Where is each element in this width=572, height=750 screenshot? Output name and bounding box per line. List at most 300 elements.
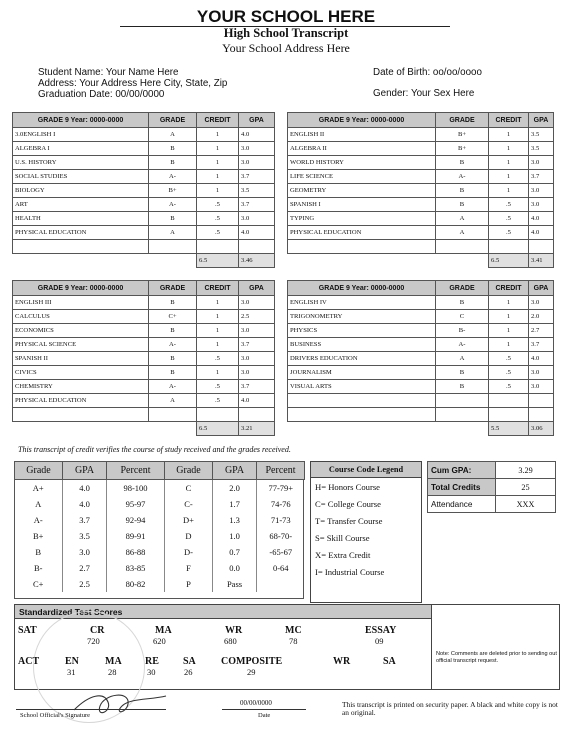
course-credit: .5: [197, 212, 239, 226]
course-row: [13, 156, 275, 170]
scale-cell: C+: [15, 576, 63, 592]
empty-cell: [13, 408, 149, 422]
sat-essay-value: 09: [375, 636, 384, 646]
block-year-label: GRADE 9 Year: 0000-0000: [288, 281, 436, 296]
empty-cell: [529, 408, 554, 422]
attendance-label: Attendance: [428, 496, 496, 513]
act-en-value: 31: [67, 667, 76, 677]
credit-column-header: CREDIT: [197, 281, 239, 296]
act-ma-value: 28: [108, 667, 117, 677]
scale-cell: 68-70-: [269, 531, 293, 541]
block-total-credit: 6.5: [197, 422, 239, 436]
scale-cell: 83-85: [107, 560, 165, 576]
course-credit: .5: [489, 366, 529, 380]
block-year-label: GRADE 9 Year: 0000-0000: [288, 113, 436, 128]
total-credits-label: Total Credits: [428, 479, 496, 496]
total-spacer: [149, 422, 197, 436]
act-re-label: RE: [145, 656, 159, 667]
scale-cell: 0-64: [272, 563, 289, 573]
sat-wr-label: WR: [225, 625, 243, 636]
course-row: [13, 170, 275, 184]
course-row: [288, 324, 554, 338]
course-credit: 1: [197, 338, 239, 352]
scale-cell: 1.3: [213, 512, 257, 528]
scale-row: [15, 576, 305, 592]
course-grade: B+: [436, 128, 489, 142]
empty-cell: [13, 240, 149, 254]
total-spacer: [288, 422, 436, 436]
course-credit: 1: [489, 142, 529, 156]
course-credit: 1: [489, 170, 529, 184]
course-gpa: 3.0: [239, 366, 275, 380]
scale-header: Percent: [257, 462, 305, 480]
legend-item: C= College Course: [315, 499, 381, 509]
course-name: SPANISH II: [13, 352, 149, 366]
scale-cell: B: [15, 544, 63, 560]
empty-cell: [149, 240, 197, 254]
course-grade: B: [149, 366, 197, 380]
course-name: BIOLOGY: [13, 184, 149, 198]
block-total-row: [288, 422, 554, 436]
course-credit: .5: [197, 198, 239, 212]
act-composite-value: 29: [247, 667, 256, 677]
course-grade: B: [436, 198, 489, 212]
scale-cell: 98-100: [107, 480, 165, 497]
course-credit: .5: [197, 380, 239, 394]
course-name: PHYSICAL EDUCATION: [288, 226, 436, 240]
course-gpa: 3.0: [239, 296, 275, 310]
course-row: [288, 394, 554, 408]
total-spacer: [436, 422, 489, 436]
credit-column-header: CREDIT: [489, 113, 529, 128]
scale-cell: D+: [165, 512, 213, 528]
course-name: ENGLISH II: [288, 128, 436, 142]
course-gpa: 3.7: [239, 338, 275, 352]
course-credit: 1: [197, 310, 239, 324]
block-year-label: GRADE 9 Year: 0000-0000: [13, 113, 149, 128]
course-row: [13, 310, 275, 324]
course-grade: A: [149, 394, 197, 408]
act-sa-label: SA: [183, 656, 196, 667]
empty-cell: [197, 240, 239, 254]
course-grade: A-: [149, 338, 197, 352]
sat-wr-value: 680: [224, 636, 237, 646]
block-total-credit: 5.5: [489, 422, 529, 436]
scale-cell: A-: [15, 512, 63, 528]
scale-cell: 86-88: [107, 544, 165, 560]
attendance-value: XXX: [496, 496, 556, 513]
scale-cell: B-: [15, 560, 63, 576]
graduation-date: Graduation Date: 00/00/0000: [38, 89, 165, 100]
scale-header: Percent: [107, 462, 165, 480]
course-block-1: [12, 112, 275, 268]
course-gpa: 2.7: [529, 324, 554, 338]
course-row: [288, 128, 554, 142]
block-total-gpa: 3.46: [239, 254, 275, 268]
course-grade: B: [436, 156, 489, 170]
course-credit: 1: [197, 296, 239, 310]
course-grade: B: [436, 296, 489, 310]
course-name: ENGLISH III: [13, 296, 149, 310]
course-name: ART: [13, 198, 149, 212]
course-name: SPANISH I: [288, 198, 436, 212]
empty-row: [288, 408, 554, 422]
sat-mc-value: 78: [289, 636, 298, 646]
scale-cell: F: [165, 560, 213, 576]
course-block-4: [287, 280, 554, 436]
credit-column-header: CREDIT: [197, 113, 239, 128]
legend-item: H= Honors Course: [315, 482, 380, 492]
course-name: CIVICS: [13, 366, 149, 380]
course-header-row: [288, 113, 554, 128]
block-year-label: GRADE 9 Year: 0000-0000: [13, 281, 149, 296]
act-label: ACT: [18, 656, 40, 667]
course-gpa: 3.5: [529, 142, 554, 156]
act-en-label: EN: [65, 656, 79, 667]
empty-cell: [436, 408, 489, 422]
gender: Gender: Your Sex Here: [373, 88, 475, 99]
course-credit: 1: [197, 366, 239, 380]
course-row: [13, 198, 275, 212]
course-gpa: 3.0: [239, 324, 275, 338]
course-credit: [489, 394, 529, 408]
grade-column-header: GRADE: [436, 113, 489, 128]
course-name: ENGLISH IV: [288, 296, 436, 310]
course-credit: 1: [489, 296, 529, 310]
gpa-column-header: GPA: [529, 281, 554, 296]
empty-cell: [489, 240, 529, 254]
scale-cell: 2.7: [63, 560, 107, 576]
course-name: U.S. HISTORY: [13, 156, 149, 170]
course-grade: B-: [436, 324, 489, 338]
cum-gpa-label: Cum GPA:: [428, 462, 496, 479]
course-credit: 1: [489, 338, 529, 352]
empty-cell: [288, 408, 436, 422]
course-row: [13, 324, 275, 338]
scale-cell: D-: [165, 544, 213, 560]
scale-row: [15, 496, 305, 512]
course-credit: .5: [489, 352, 529, 366]
legend-item: T= Transfer Course: [315, 516, 383, 526]
course-row: [13, 394, 275, 408]
comments-note: Note: Comments are deleted prior to sending out official transcript request.: [436, 651, 557, 664]
empty-cell: [239, 240, 275, 254]
total-spacer: [436, 254, 489, 268]
date-label: Date: [258, 712, 271, 719]
course-credit: 1: [489, 324, 529, 338]
course-credit: .5: [489, 226, 529, 240]
scale-row: [15, 560, 305, 576]
course-credit: .5: [197, 394, 239, 408]
course-name: SOCIAL STUDIES: [13, 170, 149, 184]
total-spacer: [288, 254, 436, 268]
course-grade: A: [149, 128, 197, 142]
course-gpa: 4.0: [239, 226, 275, 240]
block-total-gpa: 3.06: [529, 422, 554, 436]
course-row: [13, 212, 275, 226]
cum-gpa-value: 3.29: [496, 462, 556, 479]
signature-line: [16, 709, 166, 710]
block-total-row: [288, 254, 554, 268]
scale-cell: 92-94: [107, 512, 165, 528]
notes-panel: [431, 605, 560, 689]
total-spacer: [149, 254, 197, 268]
gpa-column-header: GPA: [239, 113, 275, 128]
empty-cell: [529, 240, 554, 254]
empty-cell: [288, 240, 436, 254]
scale-cell: C-: [165, 496, 213, 512]
course-code-legend: [310, 461, 422, 603]
course-name: WORLD HISTORY: [288, 156, 436, 170]
course-gpa: 3.0: [239, 142, 275, 156]
block-total-row: [13, 254, 275, 268]
empty-row: [13, 240, 275, 254]
course-credit: 1: [197, 324, 239, 338]
sat-mc-label: MC: [285, 625, 302, 636]
course-gpa: 3.7: [239, 380, 275, 394]
course-row: [288, 310, 554, 324]
course-grade: B: [149, 142, 197, 156]
sat-ma-value: 620: [153, 636, 166, 646]
course-name: PHYSICAL EDUCATION: [13, 226, 149, 240]
course-row: [288, 352, 554, 366]
scale-row: [15, 528, 305, 544]
scale-cell: 89-91: [107, 528, 165, 544]
course-name: PHYSICS: [288, 324, 436, 338]
scale-cell: 77-79+: [268, 483, 294, 493]
course-grade: B: [149, 212, 197, 226]
course-grade: A: [149, 226, 197, 240]
scale-cell: D: [165, 528, 213, 544]
course-name: CALCULUS: [13, 310, 149, 324]
course-gpa: 2.0: [529, 310, 554, 324]
course-grade: B: [436, 366, 489, 380]
course-grade: [436, 394, 489, 408]
block-total-credit: 6.5: [197, 254, 239, 268]
course-credit: 1: [197, 156, 239, 170]
act-sa-value: 26: [184, 667, 193, 677]
total-credits-value: 25: [496, 479, 556, 496]
scale-cell: 0.0: [213, 560, 257, 576]
course-name: 3.0ENGLISH I: [13, 128, 149, 142]
total-spacer: [13, 254, 149, 268]
course-row: [13, 226, 275, 240]
course-block-2: [287, 112, 554, 268]
course-row: [288, 198, 554, 212]
course-grade: A: [436, 212, 489, 226]
course-grade: B: [436, 184, 489, 198]
course-name: TRIGONOMETRY: [288, 310, 436, 324]
course-grade: A-: [149, 198, 197, 212]
empty-row: [13, 408, 275, 422]
course-credit: 1: [489, 310, 529, 324]
course-header-row: [288, 281, 554, 296]
empty-row: [288, 240, 554, 254]
course-row: [288, 184, 554, 198]
course-row: [13, 366, 275, 380]
course-header-row: [13, 281, 275, 296]
course-name: CHEMISTRY: [13, 380, 149, 394]
course-row: [288, 296, 554, 310]
course-row: [288, 212, 554, 226]
grade-scale-table: [14, 461, 305, 592]
course-gpa: 3.7: [529, 170, 554, 184]
scale-cell: [257, 576, 305, 592]
scale-cell: 0.7: [213, 544, 257, 560]
sat-cr-value: 720: [87, 636, 100, 646]
course-name: DRIVERS EDUCATION: [288, 352, 436, 366]
signature-label: School Official's Signature: [20, 712, 91, 719]
grade-column-header: GRADE: [149, 281, 197, 296]
course-gpa: 3.5: [529, 128, 554, 142]
date-of-birth: Date of Birth: oo/oo/oooo: [373, 67, 482, 78]
course-row: [13, 352, 275, 366]
sat-label: SAT: [18, 625, 37, 636]
course-grade: B: [149, 352, 197, 366]
course-grade: A: [436, 352, 489, 366]
course-grade: B: [149, 156, 197, 170]
course-credit: 1: [489, 128, 529, 142]
course-gpa: 4.0: [239, 394, 275, 408]
scale-cell: 74-76: [270, 499, 291, 509]
course-gpa: 3.0: [529, 380, 554, 394]
gpa-column-header: GPA: [529, 113, 554, 128]
course-gpa: 3.0: [529, 296, 554, 310]
scale-header-row: [15, 462, 305, 480]
course-credit: 1: [197, 184, 239, 198]
verification-statement: This transcript of credit verifies the course of study received and the grades received.: [18, 445, 291, 454]
empty-cell: [436, 240, 489, 254]
course-grade: B: [149, 324, 197, 338]
course-credit: 1: [489, 184, 529, 198]
course-gpa: 3.0: [529, 184, 554, 198]
course-grade: B: [149, 296, 197, 310]
legend-item: X= Extra Credit: [315, 550, 371, 560]
scale-row: [15, 544, 305, 560]
scale-cell: C: [165, 480, 213, 497]
credit-column-header: CREDIT: [489, 281, 529, 296]
course-gpa: 3.0: [529, 366, 554, 380]
gpa-summary: [427, 461, 556, 513]
course-name: JOURNALISM: [288, 366, 436, 380]
course-grade: B: [436, 380, 489, 394]
course-gpa: 3.0: [239, 156, 275, 170]
scale-cell: 2.5: [63, 576, 107, 592]
student-address: Address: Your Address Here City, State, Zip: [38, 78, 228, 89]
course-gpa: 3.7: [529, 338, 554, 352]
course-credit: 1: [197, 128, 239, 142]
test-scores-section: [14, 604, 560, 690]
empty-cell: [197, 408, 239, 422]
sat-essay-label: ESSAY: [365, 625, 397, 636]
scale-row: [15, 480, 305, 497]
date-value: 00/00/0000: [240, 699, 272, 707]
grade-column-header: GRADE: [436, 281, 489, 296]
course-gpa: 2.5: [239, 310, 275, 324]
course-gpa: 3.5: [239, 184, 275, 198]
scale-cell: 71-73: [270, 515, 291, 525]
course-gpa: 3.0: [239, 352, 275, 366]
course-grade: A: [436, 226, 489, 240]
scale-header: Grade: [15, 462, 63, 480]
course-row: [288, 226, 554, 240]
course-credit: .5: [197, 352, 239, 366]
course-row: [13, 380, 275, 394]
sat-ma-label: MA: [155, 625, 172, 636]
security-note: This transcript is printed on security paper. A black and white copy is not an original.: [342, 700, 558, 717]
course-name: VISUAL ARTS: [288, 380, 436, 394]
course-row: [288, 380, 554, 394]
course-gpa: 3.0: [239, 212, 275, 226]
act-sa2-label: SA: [383, 656, 396, 667]
empty-cell: [239, 408, 275, 422]
course-gpa: 4.0: [529, 352, 554, 366]
scale-cell: Pass: [213, 576, 257, 592]
course-credit: .5: [489, 212, 529, 226]
course-credit: .5: [197, 226, 239, 240]
course-gpa: 4.0: [529, 212, 554, 226]
course-gpa: 3.0: [529, 198, 554, 212]
course-grade: B+: [436, 142, 489, 156]
scale-cell: P: [165, 576, 213, 592]
course-header-row: [13, 113, 275, 128]
course-row: [288, 338, 554, 352]
course-gpa: 3.7: [239, 170, 275, 184]
scale-cell: 3.0: [63, 544, 107, 560]
block-total-gpa: 3.21: [239, 422, 275, 436]
act-composite-label: COMPOSITE: [221, 656, 283, 667]
scale-cell: 3.5: [63, 528, 107, 544]
scale-cell: -65-67: [269, 547, 293, 557]
course-grade: A-: [436, 170, 489, 184]
course-credit: 1: [197, 142, 239, 156]
course-name: BUSINESS: [288, 338, 436, 352]
course-block-3: [12, 280, 275, 436]
course-gpa: [529, 394, 554, 408]
scale-row: [15, 512, 305, 528]
block-total-gpa: 3.41: [529, 254, 554, 268]
scale-cell: 1.7: [213, 496, 257, 512]
course-grade: C+: [149, 310, 197, 324]
course-grade: A-: [149, 170, 197, 184]
empty-cell: [149, 408, 197, 422]
school-address: Your School Address Here: [222, 41, 350, 55]
act-wr-label: WR: [333, 656, 351, 667]
course-grade: A-: [436, 338, 489, 352]
block-total-credit: 6.5: [489, 254, 529, 268]
course-gpa: 3.7: [239, 198, 275, 212]
course-row: [288, 156, 554, 170]
course-row: [288, 366, 554, 380]
course-row: [13, 142, 275, 156]
scale-cell: 2.0: [213, 480, 257, 497]
school-name: YOUR SCHOOL HERE: [196, 7, 376, 26]
course-row: [288, 170, 554, 184]
scale-header: GPA: [213, 462, 257, 480]
course-name: ECONOMICS: [13, 324, 149, 338]
course-gpa: 3.0: [529, 156, 554, 170]
date-line: [222, 709, 306, 710]
course-name: ALGEBRA II: [288, 142, 436, 156]
total-spacer: [13, 422, 149, 436]
course-name: [288, 394, 436, 408]
gpa-column-header: GPA: [239, 281, 275, 296]
course-gpa: 4.0: [239, 128, 275, 142]
empty-cell: [489, 408, 529, 422]
course-name: PHYSICAL SCIENCE: [13, 338, 149, 352]
scale-cell: A+: [15, 480, 63, 497]
course-row: [13, 338, 275, 352]
